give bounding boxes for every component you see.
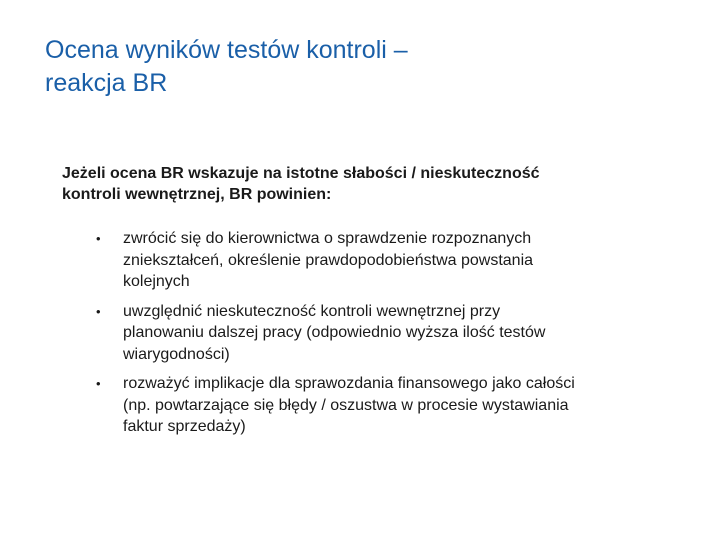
bullet-item bbox=[62, 373, 682, 438]
bullet-list bbox=[62, 228, 682, 446]
bullet-2-line-1: uwzględnić nieskuteczność kontroli wewnętrznej przy bbox=[123, 302, 501, 320]
intro-line-2: kontroli wewnętrznej, BR powinien: bbox=[62, 186, 332, 203]
intro-text bbox=[62, 163, 662, 205]
slide-title-line-2: reakcja BR bbox=[45, 69, 168, 97]
bullet-2-line-2: planowaniu dalszej pracy (odpowiednio wyższa ilość testów bbox=[123, 324, 546, 341]
bullet-dot-icon: • bbox=[96, 376, 101, 391]
bullet-1-line-3: kolejnych bbox=[123, 273, 190, 290]
bullet-dot-icon: • bbox=[96, 303, 101, 319]
bullet-1-line-2: zniekształceń, określenie prawdopodobieństwa powstania bbox=[123, 251, 534, 269]
slide-title-line-1: Ocena wyników testów kontroli – bbox=[45, 36, 408, 64]
bullet-dot-icon: • bbox=[96, 231, 101, 246]
slide-title bbox=[45, 34, 685, 100]
bullet-3-line-2: (np. powtarzające się błędy / oszustwa w procesie wystawiania bbox=[123, 396, 569, 414]
bullet-2-line-3: wiarygodności) bbox=[123, 345, 230, 363]
intro-line-1: Jeżeli ocena BR wskazuje na istotne słabości / nieskuteczność bbox=[62, 165, 540, 182]
bullet-1-line-1: zwrócić się do kierownictwa o sprawdzenie rozpoznanych bbox=[123, 230, 532, 247]
bullet-3-line-1: rozważyć implikacje dla sprawozdania finansowego jako całości bbox=[123, 375, 575, 392]
bullet-item bbox=[62, 301, 682, 366]
bullet-3-line-3: faktur sprzedaży) bbox=[123, 418, 246, 435]
bullet-item bbox=[62, 228, 682, 293]
